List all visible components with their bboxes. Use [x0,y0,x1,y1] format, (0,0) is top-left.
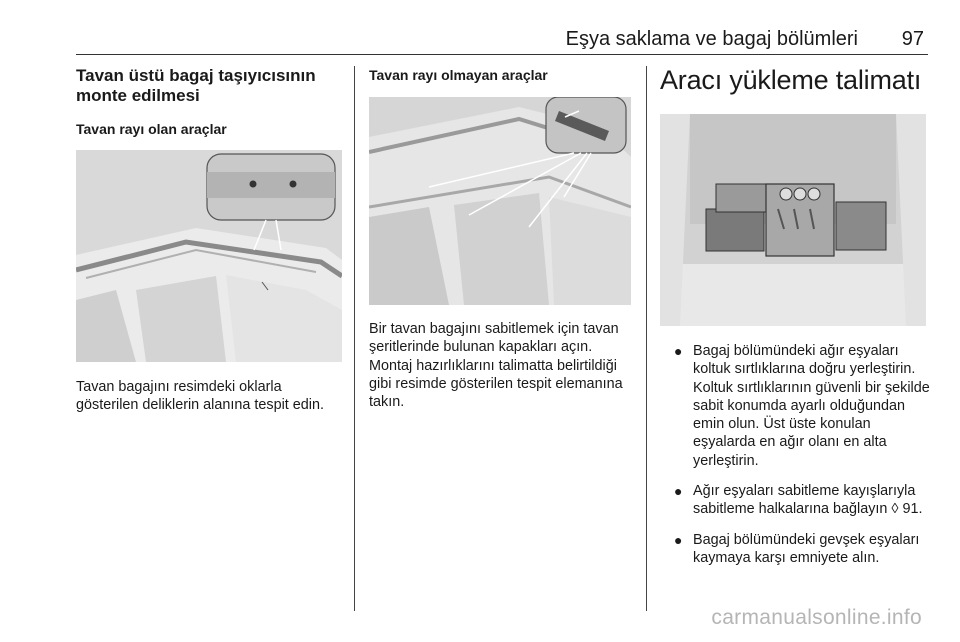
loading-heading: Aracı yükleme talimatı [660,65,922,95]
column-no-roof-rails [369,66,631,411]
bullet-icon: ● [674,531,683,548]
bullet-text: Bagaj bölümündeki gevşek eşyaları kaymaya karşı emniyete alın. [693,531,920,566]
cargo-illustration [660,114,926,326]
column-divider-1 [354,66,355,611]
figure-roof-strip-covers [369,97,631,305]
chapter-title: Eşya saklama ve bagaj bölümleri [565,28,858,50]
page-number: 97 [901,28,924,50]
page-header [76,28,928,54]
subheading-without-rails: Tavan rayı olmayan araçlar [369,67,548,83]
roof-rail-illustration [76,150,342,362]
bullet-text: Bagaj bölümündeki ağır eşyaları koltuk sırtlıklarına doğru yerleştirin. Koltuk sırtlıklarının güvenli bir şekilde sabit konumda ayarlı olduğundan emin olun. Üst üste konulan eşyalarda en ağır olanı en alta yerleştirin. [693,343,930,469]
bullet-icon: ● [674,343,683,359]
loading-bullet-list [660,342,930,567]
roof-strip-illustration [369,97,631,305]
list-item [660,482,930,519]
subheading-with-rails: Tavan rayı olan araçlar [76,121,227,137]
column-divider-2 [646,66,647,611]
instruction-text-without-rails: Bir tavan bagajını sabitlemek için tavan şeritlerinde bulunan kapakları açın. Montaj hazırlıklarını talimatta belirtildiği gibi resimde gösterilen tespit elemanına takın. [369,321,623,411]
column-loading-instructions [660,64,930,579]
section-heading: Tavan üstü bagaj taşıyıcısının monte edilmesi [76,66,316,105]
figure-cargo-loading [660,114,926,326]
list-item [660,342,930,470]
list-item [660,531,930,568]
figure-roof-rail-holes [76,150,342,362]
header-rule [76,54,928,55]
watermark: carmanualsonline.info [711,606,922,629]
bullet-text: Ağır eşyaları sabitleme kayışlarıyla sabitleme halkalarına bağlayın ◊ 91. [693,483,923,518]
column-roof-rails [76,66,342,415]
bullet-icon: ● [674,483,683,500]
instruction-text-with-rails: Tavan bagajını resimdeki oklarla gösterilen deliklerin alanına tespit edin. [76,379,324,414]
